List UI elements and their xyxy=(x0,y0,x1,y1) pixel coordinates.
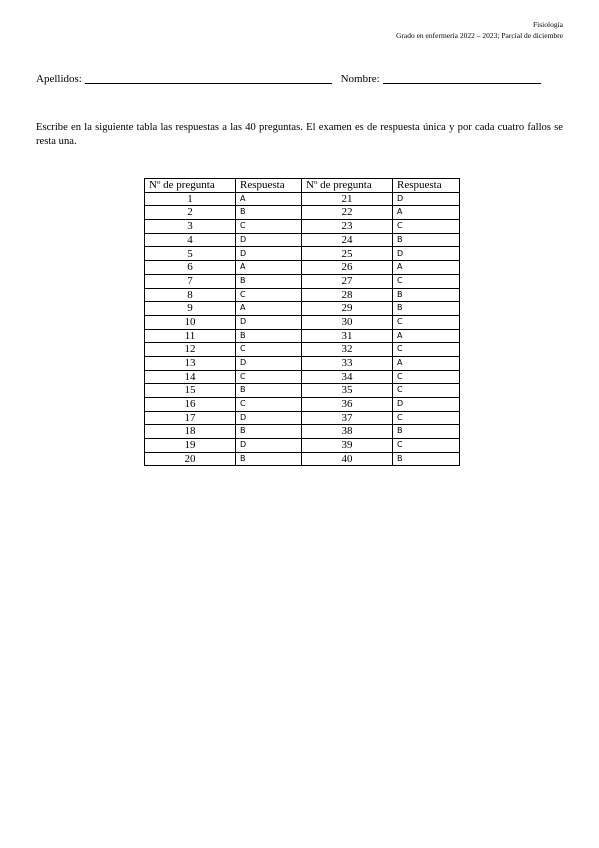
question-number-cell: 3 xyxy=(145,220,236,234)
question-number-cell: 34 xyxy=(302,370,393,384)
answer-cell[interactable]: B xyxy=(236,425,302,439)
question-number-cell: 32 xyxy=(302,343,393,357)
surname-label: Apellidos: xyxy=(36,73,82,85)
answer-cell[interactable]: B xyxy=(236,452,302,466)
table-row xyxy=(145,274,460,288)
question-number-cell: 31 xyxy=(302,329,393,343)
question-number-cell: 17 xyxy=(145,411,236,425)
table-row xyxy=(145,220,460,234)
answer-cell[interactable]: D xyxy=(236,247,302,261)
answer-cell[interactable]: D xyxy=(393,247,460,261)
table-row xyxy=(145,233,460,247)
answer-cell[interactable]: D xyxy=(236,315,302,329)
table-row xyxy=(145,192,460,206)
question-number-cell: 14 xyxy=(145,370,236,384)
answer-cell[interactable]: C xyxy=(236,220,302,234)
table-row xyxy=(145,288,460,302)
answer-cell[interactable]: B xyxy=(236,274,302,288)
answer-table xyxy=(144,178,460,466)
question-number-cell: 11 xyxy=(145,329,236,343)
table-row xyxy=(145,206,460,220)
answer-cell[interactable]: C xyxy=(393,370,460,384)
answer-cell[interactable]: C xyxy=(393,439,460,453)
question-number-cell: 28 xyxy=(302,288,393,302)
student-info-line xyxy=(36,73,541,85)
answer-cell[interactable]: C xyxy=(236,398,302,412)
table-row xyxy=(145,425,460,439)
question-number-cell: 6 xyxy=(145,261,236,275)
answer-cell[interactable]: B xyxy=(393,233,460,247)
page-header xyxy=(396,19,563,41)
table-row xyxy=(145,356,460,370)
question-number-cell: 40 xyxy=(302,452,393,466)
table-row xyxy=(145,439,460,453)
question-number-cell: 2 xyxy=(145,206,236,220)
question-number-cell: 16 xyxy=(145,398,236,412)
question-number-cell: 21 xyxy=(302,192,393,206)
question-number-cell: 29 xyxy=(302,302,393,316)
table-row xyxy=(145,343,460,357)
table-header-row xyxy=(145,179,460,193)
question-number-cell: 9 xyxy=(145,302,236,316)
answer-cell[interactable]: A xyxy=(236,192,302,206)
course-info: Grado en enfermería 2022 – 2023; Parcial de diciembre xyxy=(395,31,563,40)
answer-cell[interactable]: B xyxy=(236,206,302,220)
question-number-cell: 33 xyxy=(302,356,393,370)
answer-cell[interactable]: C xyxy=(236,288,302,302)
table-row xyxy=(145,315,460,329)
answer-cell[interactable]: B xyxy=(393,302,460,316)
answer-cell[interactable]: A xyxy=(236,261,302,275)
column-header-question-2: Nº de pregunta xyxy=(302,179,393,193)
instructions-text: Escribe en la siguiente tabla las respuestas a las 40 preguntas. El examen es de respuesta única y por cada cuatro fallos se resta una. xyxy=(36,122,563,147)
question-number-cell: 39 xyxy=(302,439,393,453)
table-row xyxy=(145,411,460,425)
subject-title: Fisiología xyxy=(532,20,563,29)
question-number-cell: 18 xyxy=(145,425,236,439)
table-row xyxy=(145,452,460,466)
question-number-cell: 26 xyxy=(302,261,393,275)
answer-cell[interactable]: A xyxy=(236,302,302,316)
question-number-cell: 15 xyxy=(145,384,236,398)
answer-cell[interactable]: D xyxy=(236,439,302,453)
answer-cell[interactable]: B xyxy=(236,329,302,343)
table-row xyxy=(145,398,460,412)
answer-cell[interactable]: D xyxy=(393,192,460,206)
answer-cell[interactable]: C xyxy=(393,411,460,425)
answer-cell[interactable]: D xyxy=(236,411,302,425)
name-field[interactable] xyxy=(383,73,541,84)
question-number-cell: 30 xyxy=(302,315,393,329)
answer-cell[interactable]: D xyxy=(236,356,302,370)
answer-cell[interactable]: A xyxy=(393,261,460,275)
question-number-cell: 23 xyxy=(302,220,393,234)
table-row xyxy=(145,370,460,384)
name-label: Nombre: xyxy=(340,73,380,85)
table-row xyxy=(145,302,460,316)
table-row xyxy=(145,329,460,343)
question-number-cell: 24 xyxy=(302,233,393,247)
table-row xyxy=(145,247,460,261)
surname-field[interactable] xyxy=(85,73,332,84)
question-number-cell: 1 xyxy=(145,192,236,206)
question-number-cell: 35 xyxy=(302,384,393,398)
question-number-cell: 37 xyxy=(302,411,393,425)
column-header-answer-1: Respuesta xyxy=(236,179,302,193)
question-number-cell: 4 xyxy=(145,233,236,247)
question-number-cell: 5 xyxy=(145,247,236,261)
question-number-cell: 20 xyxy=(145,452,236,466)
answer-cell[interactable]: A xyxy=(393,329,460,343)
question-number-cell: 25 xyxy=(302,247,393,261)
answer-cell[interactable]: A xyxy=(393,206,460,220)
question-number-cell: 22 xyxy=(302,206,393,220)
question-number-cell: 13 xyxy=(145,356,236,370)
answer-cell[interactable]: B xyxy=(393,452,460,466)
answer-cell[interactable]: B xyxy=(393,288,460,302)
answer-cell[interactable]: C xyxy=(236,343,302,357)
column-header-answer-2: Respuesta xyxy=(393,179,460,193)
answer-cell[interactable]: C xyxy=(393,384,460,398)
answer-cell[interactable]: B xyxy=(236,384,302,398)
question-number-cell: 12 xyxy=(145,343,236,357)
answer-cell[interactable]: A xyxy=(393,356,460,370)
answer-cell[interactable]: C xyxy=(393,315,460,329)
answer-cell[interactable]: B xyxy=(393,425,460,439)
question-number-cell: 27 xyxy=(302,274,393,288)
question-number-cell: 19 xyxy=(145,439,236,453)
answer-cell[interactable]: C xyxy=(393,220,460,234)
answer-cell[interactable]: C xyxy=(393,343,460,357)
question-number-cell: 7 xyxy=(145,274,236,288)
question-number-cell: 38 xyxy=(302,425,393,439)
table-row xyxy=(145,384,460,398)
table-row xyxy=(145,261,460,275)
question-number-cell: 8 xyxy=(145,288,236,302)
column-header-question-1: Nº de pregunta xyxy=(145,179,236,193)
question-number-cell: 10 xyxy=(145,315,236,329)
question-number-cell: 36 xyxy=(302,398,393,412)
answer-cell[interactable]: C xyxy=(236,370,302,384)
answer-cell[interactable]: C xyxy=(393,274,460,288)
answer-cell[interactable]: D xyxy=(236,233,302,247)
answer-cell[interactable]: D xyxy=(393,398,460,412)
answer-table-body xyxy=(145,192,460,466)
